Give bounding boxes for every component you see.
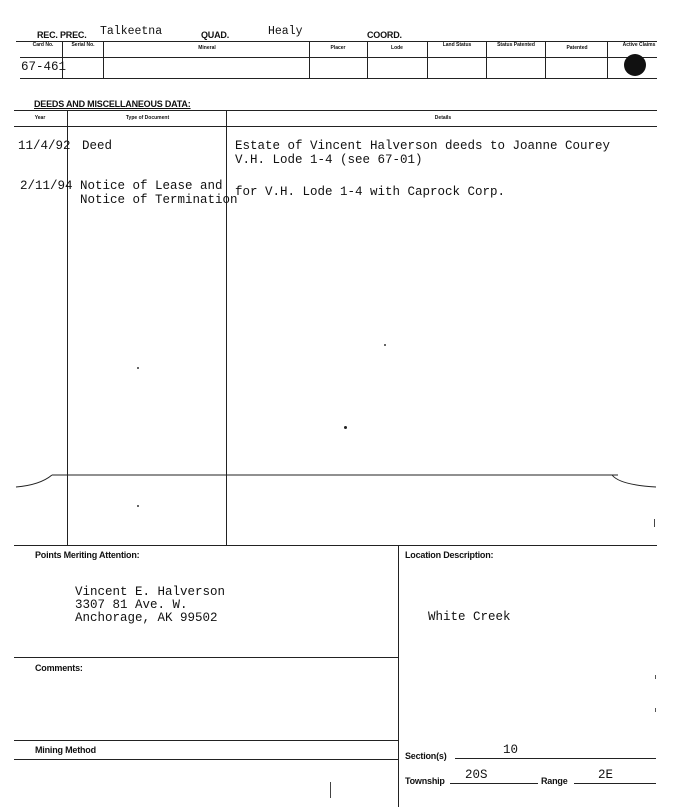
lower-divider [398,545,399,807]
location-value: White Creek [428,610,511,624]
range-label: Range [541,776,568,786]
col-active-claims: Active Claims [622,42,656,48]
section-value: 10 [503,743,519,757]
township-value: 20S [465,768,488,782]
left-curve [16,475,52,487]
col-serial-no: Serial No. [71,42,95,48]
speck-mark [655,708,656,712]
claim-col-divider [427,41,428,78]
comments-label: Comments: [35,663,83,673]
township-underline [450,783,538,784]
comments-top-line [14,657,398,658]
deed-year: 11/4/92 [18,139,71,153]
quad-value: Healy [268,25,303,38]
header-line [16,41,657,42]
col-year: Year [34,115,46,121]
deeds-section-title: DEEDS AND MISCELLANEOUS DATA: [34,99,191,109]
col-lode: Lode [391,45,403,51]
deed-details: Estate of Vincent Halverson deeds to Joanne Courey V.H. Lode 1-4 (see 67-01) [235,139,611,167]
deed-type: Notice of Lease and Notice of Termination [80,179,238,207]
township-label: Township [405,776,445,786]
section-underline [455,758,656,759]
mining-bottom-line [14,759,398,760]
claim-col-divider [607,41,608,78]
claim-header-line [20,57,657,58]
col-type: Type of Document [125,115,170,121]
deeds-header-line [14,126,657,127]
claim-col-divider [309,41,310,78]
col-land-status: Land Status [442,42,472,48]
right-curve [612,475,656,487]
quad-label: QUAD. [201,30,229,40]
col-details: Details [434,115,452,121]
speck-mark [137,367,139,369]
lower-top-line [14,545,657,546]
section-label: Section(s) [405,751,447,761]
points-label: Points Meriting Attention: [35,550,140,560]
col-placer: Placer [330,45,346,51]
range-underline [574,783,656,784]
deed-details: for V.H. Lode 1-4 with Caprock Corp. [235,185,506,199]
speck-mark [137,505,139,507]
speck-mark [384,344,386,346]
speck-mark [655,675,656,679]
claim-row-line [20,78,657,79]
rec-prec-value: Talkeetna [100,25,163,38]
active-claims-filled-circle [624,54,646,76]
claim-col-divider [486,41,487,78]
col-card-no: Card No. [32,42,54,48]
range-value: 2E [598,768,614,782]
mining-label: Mining Method [35,745,96,755]
speck-mark [654,519,655,527]
points-street: 3307 81 Ave. W. [75,598,188,612]
col-patented: Patented [566,45,588,51]
deed-year: 2/11/94 [20,179,73,193]
claim-col-divider [545,41,546,78]
speck-mark [330,782,331,798]
deeds-top-line [14,110,657,111]
speck-mark [344,426,347,429]
col-mineral: Mineral [198,45,216,51]
coord-label: COORD. [367,30,402,40]
claim-card-no: 67-461 [21,60,67,74]
continuation-curve-lines [0,465,678,495]
rec-prec-label: REC. PREC. [37,30,87,40]
points-name: Vincent E. Halverson [75,585,226,599]
location-label: Location Description: [405,550,494,560]
points-city: Anchorage, AK 99502 [75,611,218,625]
claim-col-divider [103,41,104,78]
col-status-patented: Status Patented [497,42,535,48]
deed-type: Deed [82,139,113,153]
claim-col-divider [367,41,368,78]
mining-top-line [14,740,398,741]
